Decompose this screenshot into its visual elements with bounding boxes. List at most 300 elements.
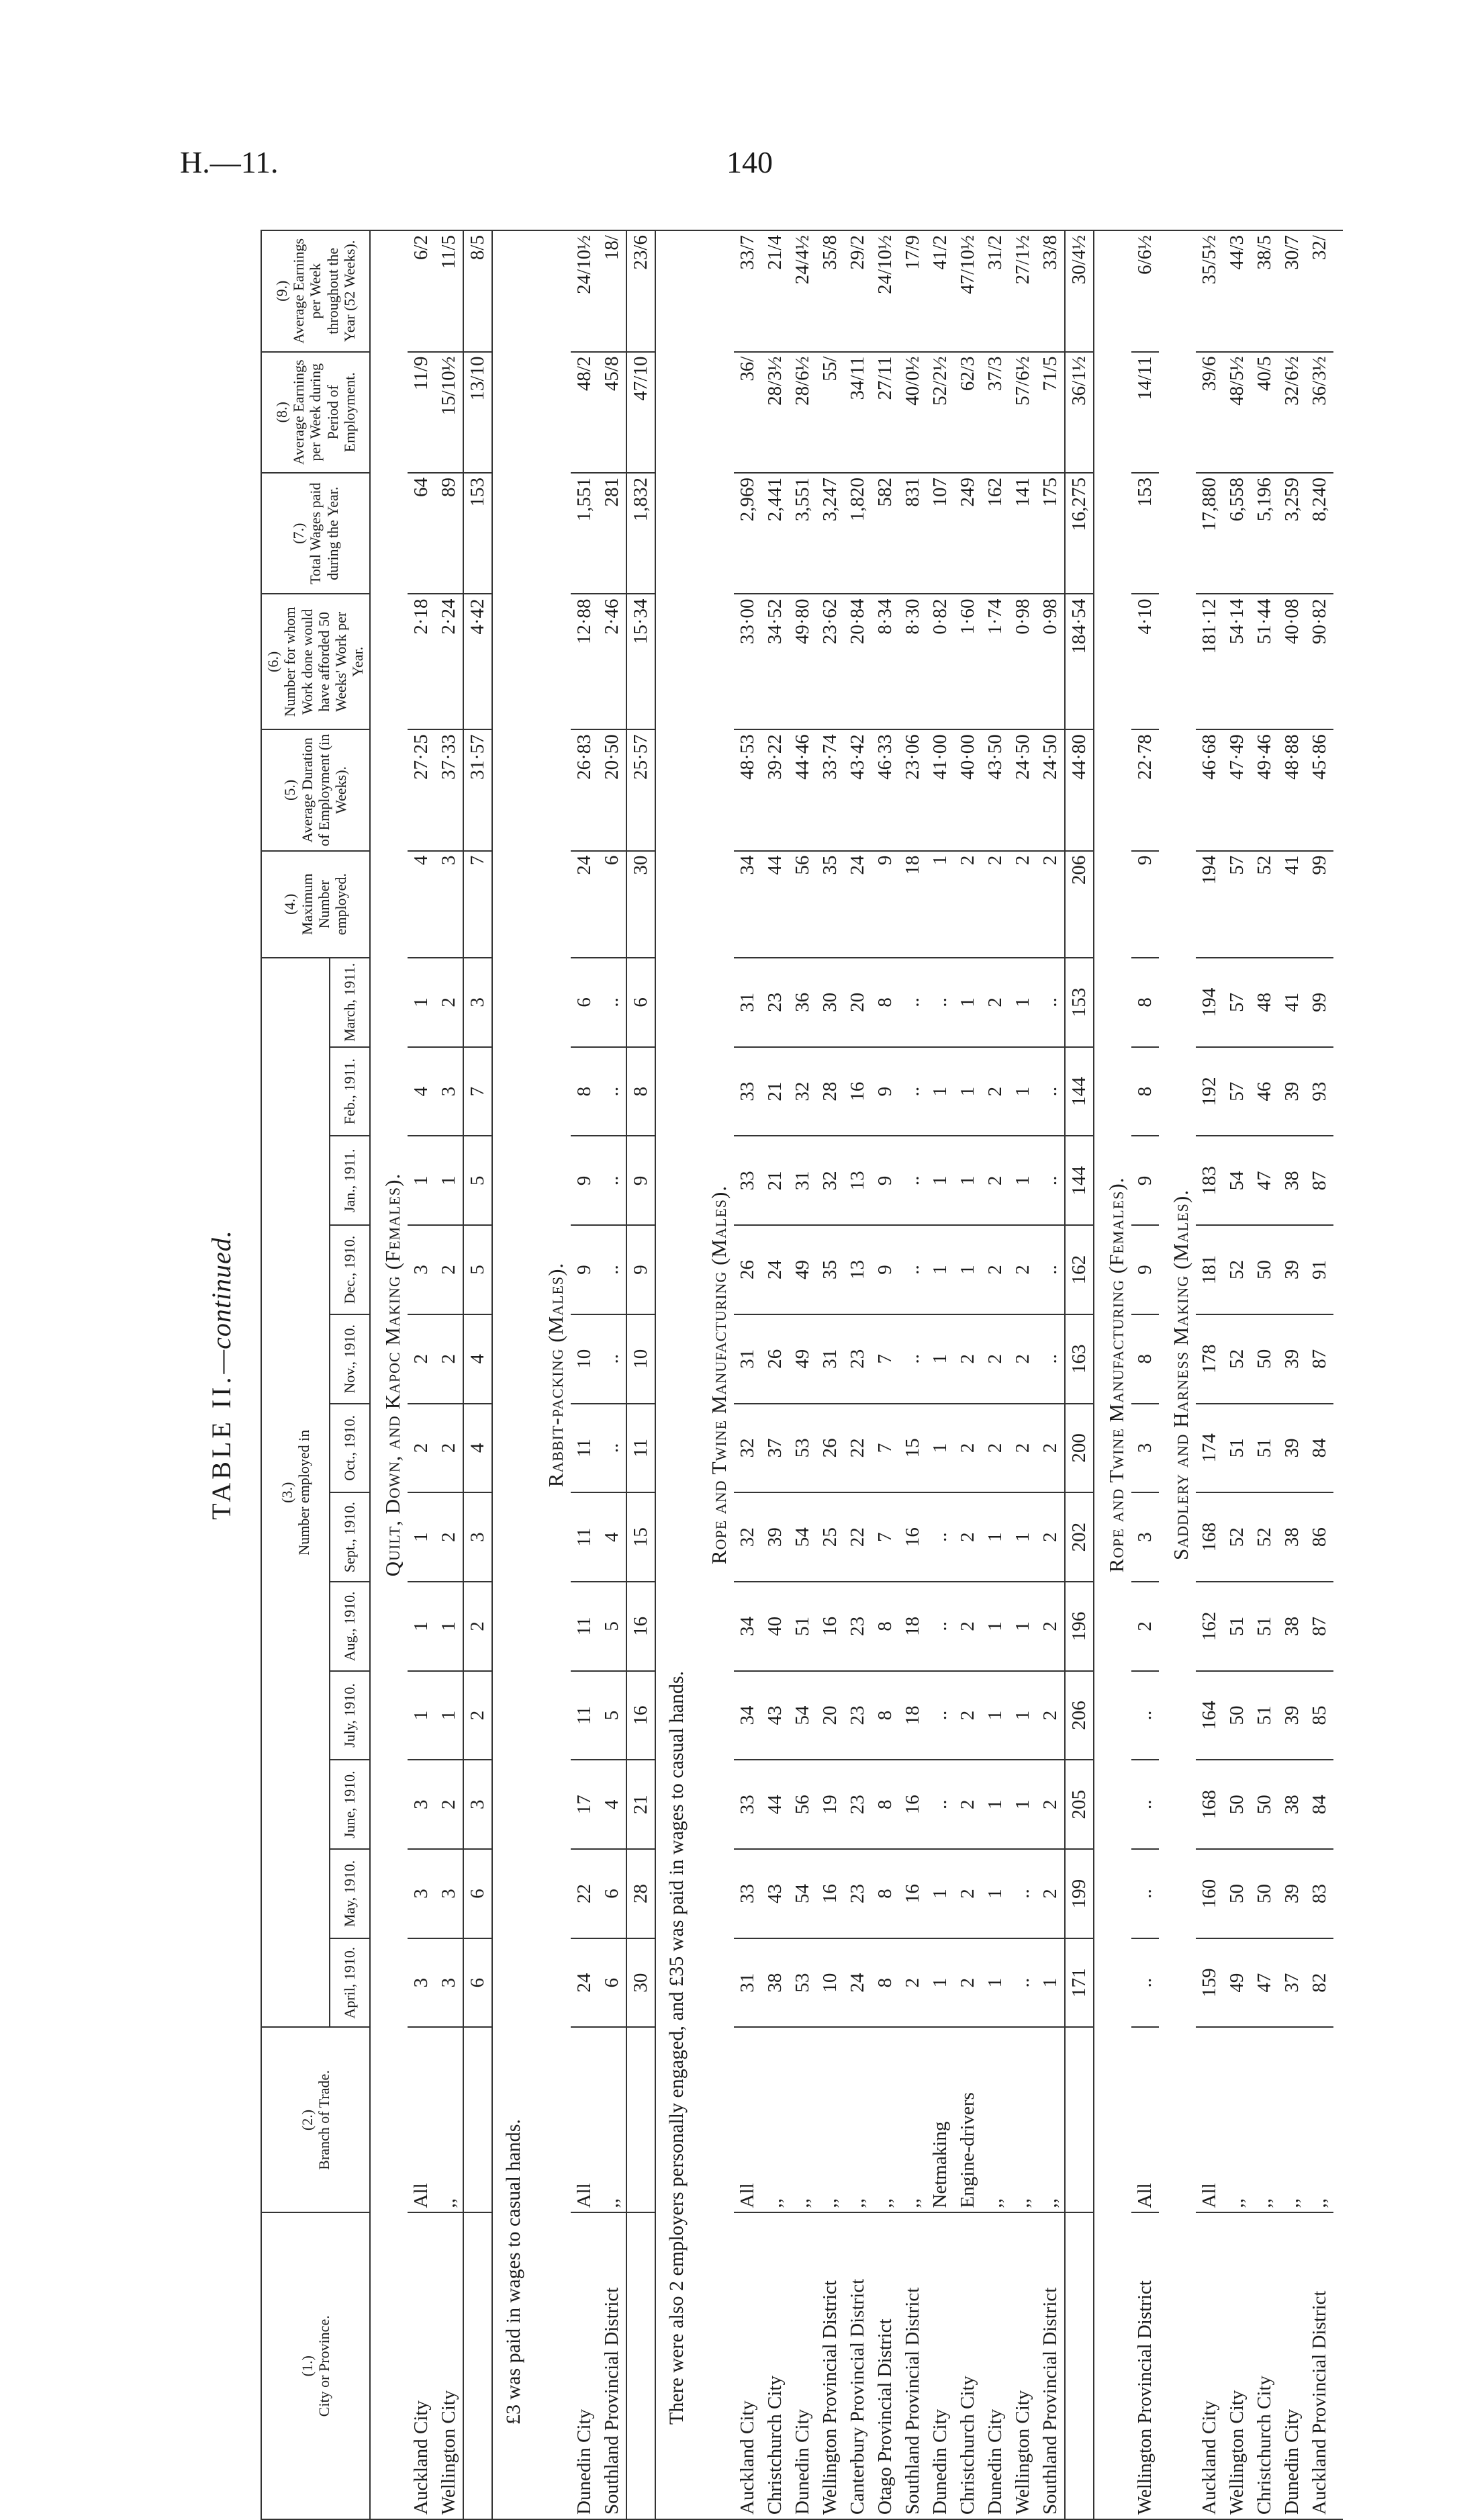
city-cell: Canterbury Provincial District	[844, 2213, 872, 2520]
month-count-cell: 2	[435, 1404, 463, 1493]
header-number-employed-label: Number employed in	[295, 1429, 313, 1556]
month-count-cell: 1	[927, 1136, 954, 1225]
month-count-cell: 2	[435, 1314, 463, 1404]
month-count-cell: 194	[1196, 958, 1223, 1047]
month-count-cell: 57	[1223, 958, 1251, 1047]
fifty-weeks-cell: 184·54	[1065, 594, 1094, 729]
bottom-spacer	[1333, 230, 1343, 2519]
month-count-cell: ..	[1037, 1225, 1065, 1314]
month-count-cell: 19	[816, 1760, 844, 1849]
month-count-cell: 37	[761, 1404, 789, 1493]
branch-cell: ,,	[1306, 2027, 1333, 2212]
table-row	[435, 230, 463, 2519]
total-wages-cell: 162	[982, 473, 1009, 594]
month-count-cell: 8	[872, 1582, 899, 1671]
city-cell: Auckland City	[408, 2213, 435, 2520]
month-count-cell: 32	[816, 1136, 844, 1225]
month-count-cell: 9	[626, 1136, 655, 1225]
header-total-wages-label: Total Wages paid during the Year.	[307, 482, 341, 584]
month-count-cell: 23	[844, 1849, 872, 1938]
month-count-cell: 16	[844, 1047, 872, 1136]
max-employed-cell: 2	[982, 851, 1009, 958]
total-blank-cell	[463, 2027, 492, 2212]
city-cell: Wellington Provincial District	[1131, 2213, 1159, 2520]
avg-earnings-year-cell: 27/1½	[1009, 230, 1037, 352]
month-count-cell: 31	[789, 1136, 816, 1225]
max-employed-cell: 34	[734, 851, 761, 958]
note-row	[492, 230, 534, 2519]
max-employed-cell: 7	[463, 851, 492, 958]
month-count-cell: 11	[571, 1404, 598, 1493]
month-count-cell: 34	[734, 1582, 761, 1671]
month-count-cell: 1	[927, 1314, 954, 1404]
month-count-cell: 144	[1065, 1047, 1094, 1136]
month-count-cell: 2	[982, 958, 1009, 1047]
month-count-cell: 181	[1196, 1225, 1223, 1314]
header-fifty-weeks	[261, 594, 370, 729]
avg-duration-cell: 20·50	[598, 729, 626, 850]
month-count-cell: 2	[954, 1849, 982, 1938]
month-count-cell: 9	[571, 1225, 598, 1314]
month-count-cell: 30	[816, 958, 844, 1047]
header-month	[330, 1404, 370, 1493]
month-count-cell: 10	[626, 1314, 655, 1404]
month-count-cell: 22	[571, 1849, 598, 1938]
month-count-cell: 9	[571, 1136, 598, 1225]
month-count-cell: 4	[463, 1404, 492, 1493]
month-count-cell: 1	[1009, 1047, 1037, 1136]
month-count-cell: 51	[1251, 1404, 1278, 1493]
branch-cell: ,,	[899, 2027, 927, 2212]
max-employed-cell: 18	[899, 851, 927, 958]
avg-earnings-year-cell: 41/2	[927, 230, 954, 352]
month-count-cell: 33	[734, 1849, 761, 1938]
avg-earnings-year-cell: 38/5	[1251, 230, 1278, 352]
fifty-weeks-cell: 4·10	[1131, 594, 1159, 729]
fifty-weeks-cell: 181·12	[1196, 594, 1223, 729]
month-count-cell: 16	[899, 1849, 927, 1938]
month-count-cell: 50	[1223, 1671, 1251, 1760]
month-count-cell: 1	[927, 1849, 954, 1938]
month-count-cell: 87	[1306, 1314, 1333, 1404]
max-employed-cell: 35	[816, 851, 844, 958]
header-month	[330, 1582, 370, 1671]
section-heading-row	[1159, 230, 1196, 2519]
avg-duration-cell: 26·83	[571, 729, 598, 850]
avg-duration-cell: 46·68	[1196, 729, 1223, 850]
avg-duration-cell: 47·49	[1223, 729, 1251, 850]
avg-duration-cell: 22·78	[1131, 729, 1159, 850]
avg-duration-cell: 43·50	[982, 729, 1009, 850]
table-row	[1009, 230, 1037, 2519]
month-count-cell: 24	[761, 1225, 789, 1314]
max-employed-cell: 2	[1009, 851, 1037, 958]
month-count-cell: 4	[408, 1047, 435, 1136]
month-count-cell: 1	[1009, 1760, 1037, 1849]
month-count-cell: 11	[571, 1582, 598, 1671]
avg-earnings-period-cell: 32/6½	[1278, 352, 1306, 473]
month-count-cell: 86	[1306, 1492, 1333, 1582]
month-count-cell: 3	[1131, 1404, 1159, 1493]
avg-earnings-year-cell: 30/7	[1278, 230, 1306, 352]
avg-earnings-period-cell: 28/3½	[761, 352, 789, 473]
table-row	[1306, 230, 1333, 2519]
total-wages-cell: 249	[954, 473, 982, 594]
avg-duration-cell: 43·42	[844, 729, 872, 850]
month-count-cell: 7	[872, 1492, 899, 1582]
fifty-weeks-cell: 2·24	[435, 594, 463, 729]
month-count-cell: 56	[789, 1760, 816, 1849]
total-wages-cell: 175	[1037, 473, 1065, 594]
month-count-cell: 18	[899, 1582, 927, 1671]
month-count-cell: 16	[816, 1582, 844, 1671]
header-month	[330, 1671, 370, 1760]
table-row	[844, 230, 872, 2519]
month-count-cell: 3	[408, 1760, 435, 1849]
month-count-cell: 8	[872, 1849, 899, 1938]
max-employed-cell: 3	[435, 851, 463, 958]
section-title: Quilt, Down, and Kapoc Making (Females).	[370, 230, 408, 2519]
fifty-weeks-cell: 0·82	[927, 594, 954, 729]
month-count-cell: 39	[1278, 1849, 1306, 1938]
month-count-cell: 2	[435, 1225, 463, 1314]
month-count-cell: 153	[1065, 958, 1094, 1047]
month-count-cell: 23	[844, 1760, 872, 1849]
avg-duration-cell: 25·57	[626, 729, 655, 850]
month-count-cell: 13	[844, 1136, 872, 1225]
month-count-cell: 87	[1306, 1582, 1333, 1671]
table-row	[1196, 230, 1223, 2519]
month-count-cell: 8	[872, 958, 899, 1047]
month-count-cell: 9	[872, 1225, 899, 1314]
avg-duration-cell: 27·25	[408, 729, 435, 850]
avg-duration-cell: 46·33	[872, 729, 899, 850]
avg-duration-cell: 41·00	[927, 729, 954, 850]
month-count-cell: 3	[1131, 1492, 1159, 1582]
max-employed-cell: 30	[626, 851, 655, 958]
month-count-cell: 51	[1251, 1582, 1278, 1671]
header-month-label: Nov., 1910.	[341, 1324, 359, 1394]
month-count-cell: 36	[789, 958, 816, 1047]
avg-earnings-year-cell: 24/4½	[789, 230, 816, 352]
table-row	[872, 230, 899, 2519]
month-count-cell: 2	[1037, 1760, 1065, 1849]
month-count-cell: 8	[872, 1760, 899, 1849]
fifty-weeks-cell: 20·84	[844, 594, 872, 729]
month-count-cell: 16	[626, 1582, 655, 1671]
month-count-cell: 183	[1196, 1136, 1223, 1225]
table-title-suffix: —continued.	[206, 1230, 236, 1374]
max-employed-cell: 194	[1196, 851, 1223, 958]
month-count-cell: 52	[1223, 1314, 1251, 1404]
avg-duration-cell: 33·74	[816, 729, 844, 850]
month-count-cell: 1	[408, 1136, 435, 1225]
month-count-cell: 21	[761, 1047, 789, 1136]
month-count-cell: 2	[954, 1582, 982, 1671]
avg-earnings-year-cell: 44/3	[1223, 230, 1251, 352]
header-month-label: July, 1910.	[341, 1683, 359, 1748]
month-count-cell: ..	[1037, 1136, 1065, 1225]
avg-earnings-period-cell: 40/0½	[899, 352, 927, 473]
avg-earnings-period-cell: 62/3	[954, 352, 982, 473]
month-count-cell: ..	[927, 1760, 954, 1849]
total-blank-cell	[1065, 2213, 1094, 2520]
fifty-weeks-cell: 51·44	[1251, 594, 1278, 729]
avg-earnings-year-cell: 33/7	[734, 230, 761, 352]
month-count-cell: 6	[626, 958, 655, 1047]
month-count-cell: 1	[435, 1582, 463, 1671]
month-count-cell: 9	[1131, 1136, 1159, 1225]
month-count-cell: 20	[816, 1671, 844, 1760]
city-cell: Auckland City	[734, 2213, 761, 2520]
avg-duration-cell: 24·50	[1037, 729, 1065, 850]
month-count-cell: 1	[408, 1582, 435, 1671]
month-count-cell: 16	[626, 1671, 655, 1760]
note-row	[655, 230, 697, 2519]
avg-earnings-year-cell: 35/5½	[1196, 230, 1223, 352]
month-count-cell: 2	[435, 1492, 463, 1582]
header-month-label: Aug., 1910.	[341, 1591, 359, 1662]
month-count-cell: 15	[899, 1404, 927, 1493]
month-count-cell: 2	[954, 1938, 982, 2028]
fifty-weeks-cell: 0·98	[1009, 594, 1037, 729]
city-cell: Otago Provincial District	[872, 2213, 899, 2520]
month-count-cell: 50	[1223, 1760, 1251, 1849]
month-count-cell: 21	[761, 1136, 789, 1225]
city-cell: Dunedin City	[927, 2213, 954, 2520]
city-cell: Dunedin City	[571, 2213, 598, 2520]
total-wages-cell: 3,551	[789, 473, 816, 594]
avg-duration-cell: 45·86	[1306, 729, 1333, 850]
month-count-cell: 1	[954, 1225, 982, 1314]
month-count-cell: 30	[626, 1938, 655, 2028]
total-blank-cell	[626, 2027, 655, 2212]
fifty-weeks-cell: 0·98	[1037, 594, 1065, 729]
total-wages-cell: 1,551	[571, 473, 598, 594]
month-count-cell: 2	[408, 1314, 435, 1404]
month-count-cell: 9	[626, 1225, 655, 1314]
month-count-cell: 192	[1196, 1047, 1223, 1136]
month-count-cell: 3	[408, 1849, 435, 1938]
section-heading-row	[1094, 230, 1131, 2519]
total-wages-cell: 1,832	[626, 473, 655, 594]
month-count-cell: 25	[816, 1492, 844, 1582]
month-count-cell: 5	[598, 1671, 626, 1760]
month-count-cell: 23	[761, 958, 789, 1047]
table-row	[1037, 230, 1065, 2519]
month-count-cell: 26	[734, 1225, 761, 1314]
month-count-cell: 1	[435, 1671, 463, 1760]
total-wages-cell: 5,196	[1251, 473, 1278, 594]
month-count-cell: 5	[463, 1136, 492, 1225]
employment-table	[261, 230, 1343, 2520]
table-row	[761, 230, 789, 2519]
header-city	[261, 2213, 370, 2520]
total-wages-cell: 1,820	[844, 473, 872, 594]
month-count-cell: 2	[435, 1760, 463, 1849]
month-count-cell: 8	[1131, 1047, 1159, 1136]
fifty-weeks-cell: 54·14	[1223, 594, 1251, 729]
avg-earnings-year-cell: 35/8	[816, 230, 844, 352]
header-month	[330, 958, 370, 1047]
avg-duration-cell: 23·06	[899, 729, 927, 850]
month-count-cell: 32	[734, 1492, 761, 1582]
avg-earnings-period-cell: 34/11	[844, 352, 872, 473]
total-wages-cell: 107	[927, 473, 954, 594]
header-avg-earnings-year-number: (9.)	[273, 280, 290, 302]
month-count-cell: 54	[789, 1492, 816, 1582]
month-count-cell: 3	[408, 1938, 435, 2028]
month-count-cell: 51	[1223, 1582, 1251, 1671]
month-count-cell: ..	[1131, 1849, 1159, 1938]
month-count-cell: 1	[408, 1671, 435, 1760]
month-count-cell: 22	[844, 1404, 872, 1493]
avg-earnings-year-cell: 18/	[598, 230, 626, 352]
fifty-weeks-cell: 8·30	[899, 594, 927, 729]
month-count-cell: 16	[899, 1760, 927, 1849]
month-count-cell: 50	[1223, 1849, 1251, 1938]
month-count-cell: ..	[927, 1582, 954, 1671]
month-count-cell: 1	[1009, 958, 1037, 1047]
table-row	[1251, 230, 1278, 2519]
month-count-cell: 3	[463, 958, 492, 1047]
total-row	[463, 230, 492, 2519]
max-employed-cell: 24	[844, 851, 872, 958]
month-count-cell: 16	[899, 1492, 927, 1582]
month-count-cell: 2	[1009, 1314, 1037, 1404]
header-number-employed	[261, 958, 330, 2028]
branch-cell: ,,	[789, 2027, 816, 2212]
table-row	[899, 230, 927, 2519]
month-count-cell: 6	[598, 1938, 626, 2028]
month-count-cell: 2	[982, 1314, 1009, 1404]
city-cell: Auckland City	[1196, 2213, 1223, 2520]
month-count-cell: 43	[761, 1849, 789, 1938]
month-count-cell: 7	[872, 1314, 899, 1404]
month-count-cell: 51	[1251, 1671, 1278, 1760]
avg-earnings-year-cell: 6/2	[408, 230, 435, 352]
month-count-cell: 3	[435, 1849, 463, 1938]
section-title: Rabbit-packing (Males).	[534, 230, 571, 2519]
avg-earnings-period-cell: 47/10	[626, 352, 655, 473]
month-count-cell: 1	[954, 958, 982, 1047]
month-count-cell: 39	[1278, 1314, 1306, 1404]
city-cell: Christchurch City	[761, 2213, 789, 2520]
month-count-cell: 44	[761, 1760, 789, 1849]
month-count-cell: 23	[844, 1671, 872, 1760]
month-count-cell: 199	[1065, 1849, 1094, 1938]
month-count-cell: 40	[761, 1582, 789, 1671]
header-month	[330, 1849, 370, 1938]
month-count-cell: 8	[1131, 1314, 1159, 1404]
total-wages-cell: 64	[408, 473, 435, 594]
header-month	[330, 1492, 370, 1582]
month-count-cell: 17	[571, 1760, 598, 1849]
branch-cell: Engine-drivers	[954, 2027, 982, 2212]
month-count-cell: 4	[598, 1492, 626, 1582]
month-count-cell: 2	[408, 1404, 435, 1493]
month-count-cell: 47	[1251, 1938, 1278, 2028]
month-count-cell: 15	[626, 1492, 655, 1582]
total-wages-cell: 89	[435, 473, 463, 594]
month-count-cell: 39	[1278, 1671, 1306, 1760]
month-count-cell: 31	[734, 958, 761, 1047]
month-count-cell: 31	[734, 1938, 761, 2028]
city-cell: Southland Provincial District	[899, 2213, 927, 2520]
branch-cell: ,,	[1223, 2027, 1251, 2212]
month-count-cell: 3	[463, 1760, 492, 1849]
month-count-cell: 32	[789, 1047, 816, 1136]
month-count-cell: ..	[1037, 958, 1065, 1047]
header-city-label: City or Province.	[315, 2315, 332, 2417]
month-count-cell: 39	[761, 1492, 789, 1582]
avg-earnings-year-cell: 47/10½	[954, 230, 982, 352]
avg-earnings-year-cell: 23/6	[626, 230, 655, 352]
city-cell: Southland Provincial District	[1037, 2213, 1065, 2520]
month-count-cell: 16	[816, 1849, 844, 1938]
month-count-cell: 9	[872, 1047, 899, 1136]
table-row	[1223, 230, 1251, 2519]
avg-earnings-period-cell: 55/	[816, 352, 844, 473]
month-count-cell: ..	[927, 1492, 954, 1582]
header-month	[330, 1225, 370, 1314]
fifty-weeks-cell: 33·00	[734, 594, 761, 729]
avg-duration-cell: 48·88	[1278, 729, 1306, 850]
header-avg-earnings-year-label: Average Earnings per Week throughout the Year (52 Weeks).	[289, 238, 358, 344]
avg-earnings-period-cell: 57/6½	[1009, 352, 1037, 473]
month-count-cell: 2	[982, 1047, 1009, 1136]
total-wages-cell: 582	[872, 473, 899, 594]
month-count-cell: 38	[761, 1938, 789, 2028]
table-header	[261, 230, 370, 2519]
avg-earnings-year-cell: 31/2	[982, 230, 1009, 352]
month-count-cell: 22	[844, 1492, 872, 1582]
avg-earnings-period-cell: 45/8	[598, 352, 626, 473]
month-count-cell: 163	[1065, 1314, 1094, 1404]
month-count-cell: 85	[1306, 1671, 1333, 1760]
month-count-cell: 87	[1306, 1136, 1333, 1225]
month-count-cell: 1	[954, 1047, 982, 1136]
month-count-cell: 202	[1065, 1492, 1094, 1582]
month-count-cell: 35	[816, 1225, 844, 1314]
month-count-cell: 2	[954, 1404, 982, 1493]
avg-earnings-period-cell: 39/6	[1196, 352, 1223, 473]
month-count-cell: ..	[1037, 1314, 1065, 1404]
month-count-cell: 2	[1037, 1404, 1065, 1493]
month-count-cell: 82	[1306, 1938, 1333, 2028]
month-count-cell: 28	[816, 1047, 844, 1136]
header-avg-earnings-period-label: Average Earnings per Week during Period of Employment.	[289, 359, 358, 465]
table-row	[598, 230, 626, 2519]
max-employed-cell: 9	[1131, 851, 1159, 958]
header-max-employed	[261, 851, 370, 958]
header-month	[330, 1760, 370, 1849]
month-count-cell: 33	[734, 1047, 761, 1136]
month-count-cell: 11	[571, 1671, 598, 1760]
max-employed-cell: 2	[954, 851, 982, 958]
fifty-weeks-cell: 40·08	[1278, 594, 1306, 729]
header-branch	[261, 2027, 370, 2212]
header-month-label: May, 1910.	[341, 1860, 359, 1928]
month-count-cell: 49	[789, 1314, 816, 1404]
month-count-cell: 1	[982, 1671, 1009, 1760]
page-number: 140	[726, 145, 773, 179]
month-count-cell: 7	[872, 1404, 899, 1493]
avg-earnings-period-cell: 15/10½	[435, 352, 463, 473]
section-title: Rope and Twine Manufacturing (Females).	[1094, 230, 1131, 2519]
max-employed-cell: 41	[1278, 851, 1306, 958]
month-count-cell: ..	[598, 1404, 626, 1493]
